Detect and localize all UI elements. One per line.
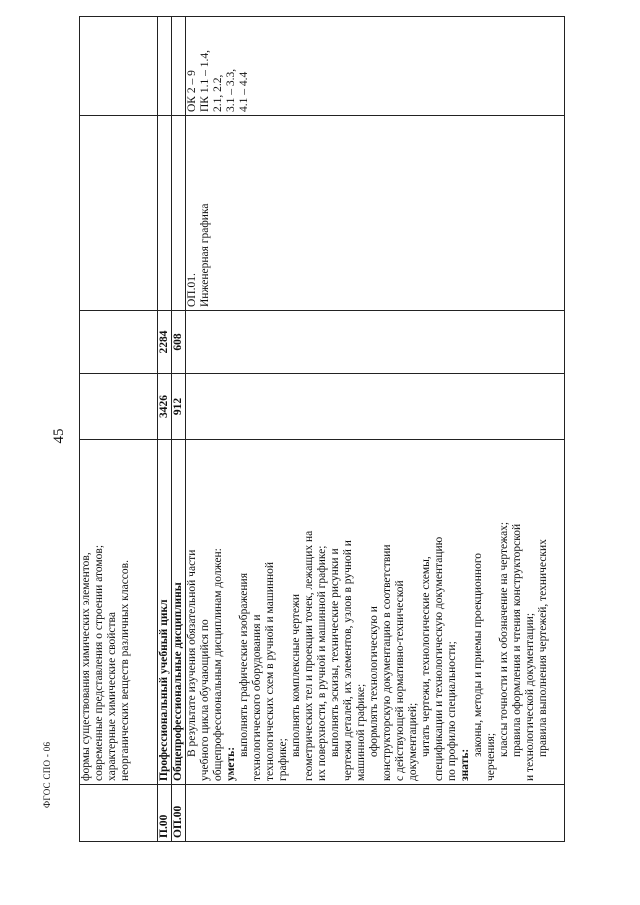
- competence-line: 2.1, 2.2,: [212, 74, 224, 112]
- competence-line: 4.1 – 4.4: [238, 71, 250, 112]
- cell-index: ОП.00: [172, 785, 186, 842]
- cell-competences: [172, 17, 186, 116]
- desc-line: неорганических веществ различных классов.: [119, 560, 131, 781]
- competence-line: 3.1 – 3.3,: [225, 68, 237, 112]
- curriculum-table: [79, 16, 565, 842]
- discipline-code: ОП.01.: [186, 273, 198, 307]
- cell-required-hours: [186, 311, 565, 374]
- desc-line: выполнять графические изображения: [238, 573, 250, 757]
- desc-line: технологического оборудования и: [251, 614, 263, 781]
- desc-line: машинной графике;: [355, 683, 367, 781]
- cell-competences: [80, 17, 158, 116]
- desc-line: уметь:: [225, 746, 237, 781]
- discipline-name: Инженерная графика: [199, 203, 211, 307]
- footer-mark: ФГОС СПО - 06: [42, 741, 52, 808]
- cell-competences: [158, 17, 172, 116]
- cell-index: П.00: [158, 785, 172, 842]
- desc-line: технологических схем в ручной и машинной: [264, 561, 276, 781]
- cell-description: [186, 440, 565, 785]
- desc-line: геометрических тел и проекции точек, лежащих на: [303, 530, 315, 781]
- cell-max-hours: 912: [172, 374, 186, 440]
- curriculum-table-rotated: [79, 17, 589, 842]
- cell-required-hours: 2284: [158, 311, 172, 374]
- desc-line: общепрофессиональным дисциплинам должен:: [212, 548, 224, 781]
- desc-line: классы точности и их обозначение на чертежах;: [498, 521, 510, 757]
- cell-description: Профессиональный учебный цикл: [158, 440, 172, 785]
- desc-line: по профилю специальности;: [446, 641, 458, 781]
- cell-index: [186, 785, 565, 842]
- desc-line: правила оформления и чтения конструкторской: [511, 523, 523, 757]
- cell-competences: [186, 17, 565, 116]
- cell-max-hours: [80, 374, 158, 440]
- table-row-prev: [80, 17, 158, 842]
- competence-line: ОК 2 – 9: [186, 70, 198, 112]
- table-row-op01: [186, 17, 565, 842]
- desc-line: читать чертежи, технологические схемы,: [420, 556, 432, 757]
- desc-line: правила выполнения чертежей, технических: [537, 539, 549, 757]
- cell-max-hours: 3426: [158, 374, 172, 440]
- desc-line: их поверхности, в ручной и машинной графике;: [316, 545, 328, 781]
- cell-discipline: [158, 116, 172, 311]
- desc-line: законы, методы и приемы проекционного: [472, 552, 484, 757]
- desc-line: чертежи деталей, их элементов, узлов в ручной и: [342, 540, 354, 781]
- desc-line: графике;: [277, 738, 289, 781]
- page-number: 45: [51, 428, 67, 444]
- competence-line: ПК 1.1 – 1.4,: [199, 50, 211, 112]
- desc-line: с действующей нормативно-технической: [394, 580, 406, 781]
- desc-line: знать:: [459, 748, 471, 781]
- desc-line: оформлять технологическую и: [368, 606, 380, 757]
- cell-required-hours: [80, 311, 158, 374]
- cell-description: [80, 440, 158, 785]
- desc-line: выполнять эскизы, технические рисунки и: [329, 548, 341, 757]
- desc-line: учебного цикла обучающийся по: [199, 619, 211, 781]
- cell-max-hours: [186, 374, 565, 440]
- table-row-general-prof: [172, 17, 186, 842]
- desc-line: документацией;: [407, 702, 419, 781]
- table-row-prof-cycle: [158, 17, 172, 842]
- cell-discipline: [172, 116, 186, 311]
- desc-line: выполнять комплексные чертежи: [290, 593, 302, 757]
- desc-line: В результате изучения обязательной части: [186, 549, 198, 757]
- desc-line: конструкторскую документацию в соответствии: [381, 544, 393, 781]
- cell-discipline: [80, 116, 158, 311]
- cell-discipline: [186, 116, 565, 311]
- desc-line: и технологической документации;: [524, 612, 536, 781]
- desc-line: спецификации и технологическую документацию: [433, 536, 445, 781]
- desc-line: черчения;: [485, 732, 497, 781]
- cell-index: [80, 785, 158, 842]
- cell-required-hours: 608: [172, 311, 186, 374]
- desc-line: современные представления о строении атомов;: [93, 544, 105, 781]
- cell-description: Общепрофессиональные дисциплины: [172, 440, 186, 785]
- desc-line: формы существования химических элементов,: [80, 552, 92, 781]
- desc-line: характерные химические свойства: [106, 612, 118, 781]
